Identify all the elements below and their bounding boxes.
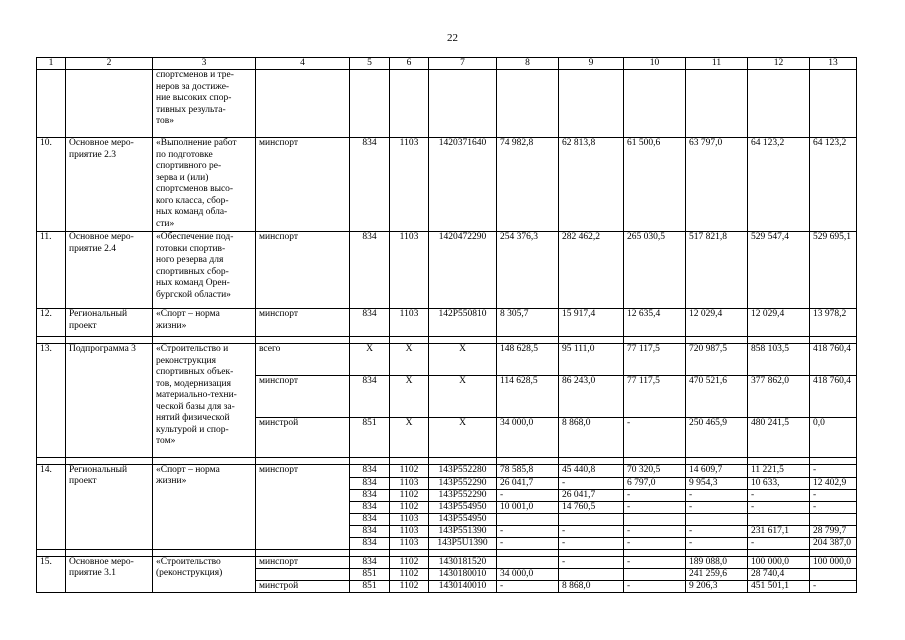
table-cell: 451 501,1 — [748, 581, 810, 593]
table-cell: 77 117,5 — [624, 376, 686, 418]
table-cell: 64 123,2 — [810, 138, 857, 232]
table-cell: - — [810, 465, 857, 478]
cell-executor — [256, 569, 350, 581]
table-cell: - — [624, 557, 686, 569]
table-cell: 9 954,3 — [686, 478, 748, 490]
table-cell: 74 982,8 — [497, 138, 559, 232]
table-cell: 62 813,8 — [559, 138, 624, 232]
cell-executor: минспорт — [256, 138, 350, 232]
column-header-13: 13 — [810, 58, 857, 70]
table-cell: 114 628,5 — [497, 376, 559, 418]
table-cell: 12 029,4 — [748, 309, 810, 337]
table-cell: X — [390, 344, 429, 376]
table-cell: 143P5U1390 — [429, 538, 497, 550]
table-cell: 834 — [350, 526, 390, 538]
table-cell: 834 — [350, 514, 390, 526]
column-header-9: 9 — [559, 58, 624, 70]
cell-executor: минспорт — [256, 376, 350, 418]
cell-executor: минспорт — [256, 309, 350, 337]
table-cell: X — [429, 418, 497, 458]
table-cell: 1102 — [390, 569, 429, 581]
table-cell: - — [497, 538, 559, 550]
table-cell: 143P552290 — [429, 490, 497, 502]
table-cell: 834 — [350, 502, 390, 514]
cell-number: 13. — [37, 344, 66, 458]
page-number: 22 — [447, 32, 458, 44]
cell-measure: «Строительство и реконструкция спортивных объек- тов, модернизация материально-техни- ческой базы для за- нятий физической культурой и спор- том» — [153, 344, 256, 458]
table-cell: 12 402,9 — [810, 478, 857, 490]
table-cell: 834 — [350, 138, 390, 232]
table-cell: - — [748, 502, 810, 514]
column-header-2: 2 — [66, 58, 153, 70]
table-cell: 1420472290 — [429, 232, 497, 309]
table-cell: - — [686, 490, 748, 502]
table-cell: - — [686, 502, 748, 514]
table-cell: - — [559, 538, 624, 550]
table-cell: 1103 — [390, 514, 429, 526]
table-cell: 34 000,0 — [497, 418, 559, 458]
budget-table — [36, 57, 857, 593]
table-cell — [559, 514, 624, 526]
row-separator — [37, 337, 857, 344]
table-cell — [624, 569, 686, 581]
cell-measure: спортсменов и тре- неров за достиже- ние высоких спор- тивных результа- тов» — [153, 70, 256, 138]
table-cell: 1102 — [390, 490, 429, 502]
table-cell: 64 123,2 — [748, 138, 810, 232]
table-cell — [748, 514, 810, 526]
table-cell: 1103 — [390, 478, 429, 490]
table-row-continuation — [37, 70, 857, 138]
table-cell: 148 628,5 — [497, 344, 559, 376]
table-cell: 1430180010 — [429, 569, 497, 581]
column-header-4: 4 — [256, 58, 350, 70]
table-cell: - — [686, 538, 748, 550]
table-cell: 1102 — [390, 502, 429, 514]
table-cell: 8 868,0 — [559, 418, 624, 458]
column-header-11: 11 — [686, 58, 748, 70]
cell-executor: минспорт — [256, 465, 350, 550]
column-header-10: 10 — [624, 58, 686, 70]
table-cell: 377 862,0 — [748, 376, 810, 418]
table-row — [37, 465, 857, 478]
table-cell: 1103 — [390, 309, 429, 337]
table-cell: 10 001,0 — [497, 502, 559, 514]
cell-measure: «Спорт – норма жизни» — [153, 465, 256, 550]
table-cell: - — [497, 581, 559, 593]
table-cell: - — [497, 526, 559, 538]
table-row — [37, 557, 857, 569]
cell-program: Основное меро- приятие 2.3 — [66, 138, 153, 232]
table-cell: 100 000,0 — [810, 557, 857, 569]
table-cell: 470 521,6 — [686, 376, 748, 418]
table-cell: 26 041,7 — [559, 490, 624, 502]
column-header-5: 5 — [350, 58, 390, 70]
table-cell: 0,0 — [810, 418, 857, 458]
table-cell: 1430181520 — [429, 557, 497, 569]
cell-executor: минспорт — [256, 232, 350, 309]
table-cell: X — [429, 344, 497, 376]
table-cell: 282 462,2 — [559, 232, 624, 309]
table-cell: 720 987,5 — [686, 344, 748, 376]
table-cell: 13 978,2 — [810, 309, 857, 337]
table-cell: 1103 — [390, 526, 429, 538]
table-cell — [559, 569, 624, 581]
table-cell: - — [624, 418, 686, 458]
table-cell: 28 740,4 — [748, 569, 810, 581]
table-cell: 834 — [350, 557, 390, 569]
cell-number: 12. — [37, 309, 66, 337]
table-cell: X — [350, 344, 390, 376]
column-header-7: 7 — [429, 58, 497, 70]
table-row — [37, 344, 857, 376]
table-cell: 10 633, — [748, 478, 810, 490]
cell-number: 15. — [37, 557, 66, 593]
table-cell: 45 440,8 — [559, 465, 624, 478]
table-cell: 529 547,4 — [748, 232, 810, 309]
column-header-8: 8 — [497, 58, 559, 70]
cell-measure: «Выполнение работ по подготовке спортивного ре- зерва и (или) спортсменов высо- кого класса, сбор- ных команд обла- сти» — [153, 138, 256, 232]
table-cell: 34 000,0 — [497, 569, 559, 581]
table-cell: 529 695,1 — [810, 232, 857, 309]
cell-number: 10. — [37, 138, 66, 232]
table-cell: 851 — [350, 569, 390, 581]
table-cell: 834 — [350, 478, 390, 490]
table-cell: 189 088,0 — [686, 557, 748, 569]
cell-program: Региональный проект — [66, 465, 153, 550]
table-row — [37, 138, 857, 232]
table-cell: 1103 — [390, 232, 429, 309]
cell-program: Основное меро- приятие 3.1 — [66, 557, 153, 593]
table-cell: 418 760,4 — [810, 344, 857, 376]
table-cell: 15 917,4 — [559, 309, 624, 337]
table-cell: 250 465,9 — [686, 418, 748, 458]
table-cell — [497, 557, 559, 569]
table-cell: - — [559, 478, 624, 490]
table-cell: 8 868,0 — [559, 581, 624, 593]
table-cell: 231 617,1 — [748, 526, 810, 538]
cell-measure: «Спорт – норма жизни» — [153, 309, 256, 337]
table-cell: 11 221,5 — [748, 465, 810, 478]
column-header-12: 12 — [748, 58, 810, 70]
table-cell: 480 241,5 — [748, 418, 810, 458]
cell-program: Основное меро- приятие 2.4 — [66, 232, 153, 309]
table-body — [37, 58, 857, 593]
row-separator — [37, 550, 857, 557]
table-cell: - — [624, 526, 686, 538]
table-cell: 143P551390 — [429, 526, 497, 538]
table-cell: X — [390, 376, 429, 418]
table-cell: 143P552280 — [429, 465, 497, 478]
table-cell: - — [624, 581, 686, 593]
table-cell: 517 821,8 — [686, 232, 748, 309]
column-header-3: 3 — [153, 58, 256, 70]
table-cell: 1420371640 — [429, 138, 497, 232]
cell-executor: минстрой — [256, 581, 350, 593]
cell-program: Региональный проект — [66, 309, 153, 337]
cell-executor: минстрой — [256, 418, 350, 458]
table-cell: 8 305,7 — [497, 309, 559, 337]
table-cell: - — [748, 538, 810, 550]
table-cell: 254 376,3 — [497, 232, 559, 309]
table-cell: 86 243,0 — [559, 376, 624, 418]
table-cell: - — [748, 490, 810, 502]
table-cell: 834 — [350, 232, 390, 309]
table-cell: 77 117,5 — [624, 344, 686, 376]
table-cell: 143P552290 — [429, 478, 497, 490]
cell-program: Подпрограмма 3 — [66, 344, 153, 458]
table-cell: 143P554950 — [429, 514, 497, 526]
cell-executor: всего — [256, 344, 350, 376]
table-cell: 1103 — [390, 138, 429, 232]
table-cell: 12 635,4 — [624, 309, 686, 337]
table-cell: 418 760,4 — [810, 376, 857, 418]
table-cell: 95 111,0 — [559, 344, 624, 376]
table-cell: - — [624, 538, 686, 550]
table-cell: - — [810, 502, 857, 514]
cell-measure: «Обеспечение под- готовки спортив- ного резерва для спортивных сбор- ных команд Орен- бургской области» — [153, 232, 256, 309]
cell-number: 11. — [37, 232, 66, 309]
cell-measure: «Строительство (реконструкция) — [153, 557, 256, 593]
table-cell: 851 — [350, 418, 390, 458]
table-row — [37, 232, 857, 309]
table-cell: 100 000,0 — [748, 557, 810, 569]
column-header-6: 6 — [390, 58, 429, 70]
cell-executor: минспорт — [256, 557, 350, 569]
table-cell: 851 — [350, 581, 390, 593]
table-cell: 1102 — [390, 465, 429, 478]
table-cell: 1103 — [390, 538, 429, 550]
table-cell: 834 — [350, 309, 390, 337]
table-cell: 834 — [350, 465, 390, 478]
table-cell: - — [559, 526, 624, 538]
table-cell: X — [429, 376, 497, 418]
table-cell — [497, 514, 559, 526]
table-cell: 12 029,4 — [686, 309, 748, 337]
table-cell: 61 500,6 — [624, 138, 686, 232]
table-cell: - — [624, 502, 686, 514]
column-header-1: 1 — [37, 58, 66, 70]
table-cell: - — [810, 581, 857, 593]
table-cell: 28 799,7 — [810, 526, 857, 538]
table-cell: 1430140010 — [429, 581, 497, 593]
table-cell: X — [390, 418, 429, 458]
table-cell: 1102 — [390, 557, 429, 569]
table-cell — [686, 514, 748, 526]
table-row — [37, 309, 857, 337]
table-cell: 1102 — [390, 581, 429, 593]
table-cell: - — [559, 557, 624, 569]
table-cell: - — [497, 490, 559, 502]
table-cell: 78 585,8 — [497, 465, 559, 478]
table-cell — [624, 514, 686, 526]
table-cell: 142P550810 — [429, 309, 497, 337]
table-cell: 834 — [350, 376, 390, 418]
table-cell — [810, 569, 857, 581]
table-cell: 14 760,5 — [559, 502, 624, 514]
table-cell: - — [686, 526, 748, 538]
table-cell: 834 — [350, 490, 390, 502]
table-cell: - — [624, 490, 686, 502]
table-cell: - — [810, 490, 857, 502]
table-cell: 265 030,5 — [624, 232, 686, 309]
table-cell: 858 103,5 — [748, 344, 810, 376]
table-cell: 14 609,7 — [686, 465, 748, 478]
table-cell — [810, 514, 857, 526]
table-cell: 241 259,6 — [686, 569, 748, 581]
table-cell: 204 387,0 — [810, 538, 857, 550]
table-cell: 143P554950 — [429, 502, 497, 514]
table-cell: 9 206,3 — [686, 581, 748, 593]
table-cell: 834 — [350, 538, 390, 550]
header-row — [37, 58, 857, 70]
table-cell: 70 320,5 — [624, 465, 686, 478]
table-cell: 63 797,0 — [686, 138, 748, 232]
table-cell: 26 041,7 — [497, 478, 559, 490]
cell-number: 14. — [37, 465, 66, 550]
table-cell: 6 797,0 — [624, 478, 686, 490]
row-separator — [37, 458, 857, 465]
